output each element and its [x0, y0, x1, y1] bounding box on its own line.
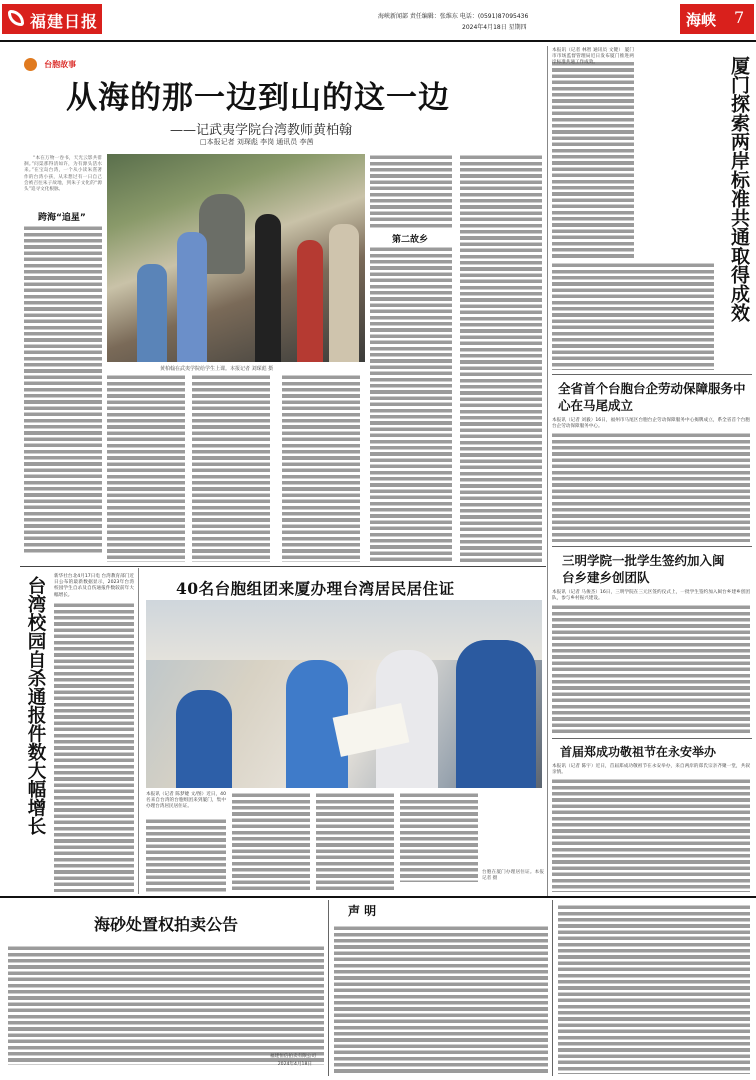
residence-lead: 本报讯（记者 陈梦婕 文/图）近日，40名来自台湾的台胞组团来到厦门，集中办理台湾居民居住证。 [146, 792, 226, 810]
residence-title: 40名台胞组团来厦办理台湾居民居住证 [176, 579, 455, 598]
feature-col5-body [370, 246, 452, 562]
feature-intro-text: “本在万物一卷书，天光云影共徘徊。”问渠那得清如许，为有源头活水来。”在宝岛台湾，一个从小读朱熹著作的台湾小孩，从未想过有一日自己会被召往朱子故地，到朱子文化的“源头”追寻文化根脉。 [24, 156, 102, 193]
ad-divider-1 [328, 900, 329, 1076]
xiamen-lead: 本报讯（记者 林智 通讯员 文键） 厦门市市场监督管理局近日发布厦门推进两岸标准共通工作成效。 [552, 48, 634, 66]
section-label-block [680, 4, 754, 34]
sanming-lead: 本报讯（记者 马俊杰）16日，三明学院在三元区签约仪式上，一批学生签约加入闽台乡建乡创团队，参与乡村振兴建设。 [552, 590, 750, 602]
notice-right-col [558, 904, 750, 1074]
statement-body [334, 925, 548, 1075]
feature-col1-body [24, 225, 102, 555]
tag-icon [24, 58, 37, 71]
person-student-2 [297, 240, 323, 362]
xiamen-title: 厦门探索两岸标准共通取得成效 [728, 56, 750, 322]
feature-col3-body [192, 374, 270, 562]
feature-tag-label: 台胞故事 [44, 60, 77, 69]
zheng-title: 首届郑成功敬祖节在永安举办 [560, 745, 717, 759]
photo-caption: 黄柏翰在武夷学院给学生上课。本报记者 刘琛彪 摄 [160, 366, 274, 372]
xiamen-body-1 [552, 48, 634, 260]
feature-col2-body [107, 374, 185, 562]
sanming-title: 三明学院一批学生签约加入闽台乡建乡创团队 [562, 553, 725, 585]
rule-sanming [552, 546, 752, 547]
section-label: 海峡 [686, 11, 717, 29]
feature-section-head-1: 跨海“追星” [38, 213, 86, 223]
header-info-date: 2024年4月18日 星期四 [462, 24, 527, 31]
header-info-editor: 海峡新闻部 责任编辑：张维东 电话：(0591)87095436 [378, 13, 529, 20]
column-divider-right [547, 46, 548, 896]
person-student-1 [177, 232, 207, 362]
auction-title: 海砂处置权拍卖公告 [93, 915, 238, 934]
residence-col2 [232, 792, 310, 892]
fuzhou-body [552, 432, 750, 542]
residence-col1 [146, 818, 226, 892]
feature-col4-body [282, 374, 360, 562]
rule-fuzhou [552, 374, 752, 375]
statement-title: 声 明 [348, 904, 377, 918]
auction-company: 福建恒信拍卖有限公司 [270, 1054, 316, 1059]
rule-zheng [552, 738, 752, 739]
feature-tag [24, 54, 76, 73]
page-number: 7 [734, 8, 745, 27]
feature-subtitle: ——记武夷学院台湾教师黄柏翰 [170, 123, 353, 138]
person-volunteer-right [456, 640, 536, 788]
zheng-lead: 本报讯（记者 陈宇）近日，首届郑成功敬祖节在永安举办，来自两岸的郑氏宗亲齐聚一堂，共叙亲情。 [552, 764, 750, 776]
rule-campus [20, 566, 546, 567]
campus-body [54, 602, 134, 892]
fuzhou-title: 全省首个台胞台企劳动保障服务中心在马尾成立 [558, 381, 746, 413]
person-volunteer-left [176, 690, 232, 788]
residence-col3 [316, 792, 394, 892]
ad-divider-2 [552, 900, 553, 1076]
xiamen-body-2 [552, 262, 714, 370]
campus-lead: 新华社台北4月17日电 台湾教育部门近日公布的最新数据显示，2023年台湾校园学生自杀及自伤通报件数较前年大幅增长。 [54, 574, 134, 598]
feature-col1-intro [24, 156, 102, 202]
person-student-4 [137, 264, 167, 362]
auction-notice [8, 902, 324, 1074]
residence-col4 [400, 792, 478, 882]
statement-notice [334, 902, 548, 1074]
column-divider-campus [138, 568, 139, 894]
classroom-photo [107, 154, 365, 362]
feature-col6-body [460, 154, 542, 562]
person-student-3 [329, 224, 359, 362]
feature-section-head-3: 第二故乡 [392, 235, 429, 245]
residence-photo [146, 600, 542, 788]
masthead-logo-block [2, 4, 102, 34]
campus-title: 台湾校园自杀通报件数大幅增长 [25, 576, 46, 835]
header-rule [0, 40, 756, 42]
feature-byline: □本报记者 刘琛彪 李岗 通讯员 李茜 [200, 138, 314, 146]
newspaper-logo: 福建日报 [30, 12, 99, 31]
bird-logo-icon [8, 10, 24, 26]
feature-title: 从海的那一边到山的这一边 [66, 80, 450, 116]
rule-bottom-ads [0, 896, 756, 898]
fuzhou-lead: 本报讯（记者 刘毅）16日，福州市马尾区台胞台企劳动保障服务中心揭牌成立，系全省首个台胞台企劳动保障服务中心。 [552, 418, 750, 430]
auction-body [8, 945, 324, 1065]
feature-col5-top [370, 154, 452, 228]
person-teacher [255, 214, 281, 362]
zheng-body [552, 778, 750, 892]
sanming-body [552, 604, 750, 734]
masthead [0, 0, 756, 38]
auction-date: 2024年4月18日 [277, 1062, 312, 1067]
residence-caption: 台胞在厦门办理居住证。本报记者 摄 [482, 870, 544, 882]
